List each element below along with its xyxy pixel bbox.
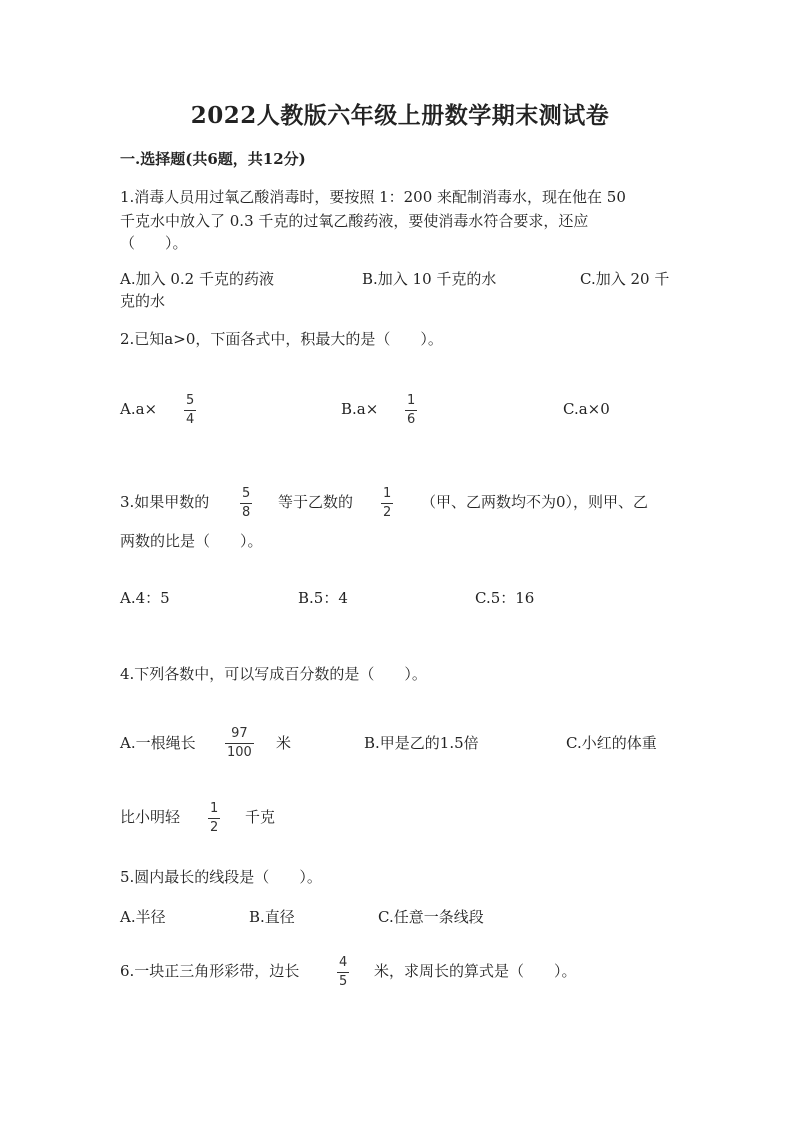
fraction-bar xyxy=(240,503,252,504)
q2-option-b: B.a× xyxy=(341,400,379,418)
fraction-numerator: 1 xyxy=(407,393,416,408)
fraction-numerator: 5 xyxy=(186,393,195,408)
q3-option-b: B.5：4 xyxy=(298,589,348,607)
q2-option-b-fraction xyxy=(405,393,417,428)
q4-option-c-part-1: C.小红的体重 xyxy=(566,734,657,752)
q5-option-c: C.任意一条线段 xyxy=(378,908,484,926)
q5-option-b: B.直径 xyxy=(249,908,295,926)
q6-stem-part-2: 米，求周长的算式是（ ）。 xyxy=(374,962,577,980)
q3-stem-part-1: 3.如果甲数的 xyxy=(120,493,210,511)
fraction-numerator: 5 xyxy=(242,486,251,501)
fraction-bar xyxy=(337,972,349,973)
fraction-bar xyxy=(405,410,417,411)
q2-stem: 2.已知a>0，下面各式中，积最大的是（ ）。 xyxy=(120,330,443,348)
fraction-denominator: 2 xyxy=(210,820,219,835)
q1-option-c: C.加入 20 千 xyxy=(580,270,670,288)
q2-option-a: A.a× xyxy=(120,400,158,418)
fraction-bar xyxy=(381,503,393,504)
fraction-numerator: 1 xyxy=(383,486,392,501)
q1-stem-line-2: 千克水中放入了 0.3 千克的过氧乙酸药液，要使消毒水符合要求，还应 xyxy=(120,212,589,230)
fraction-denominator: 8 xyxy=(242,505,251,520)
q3-option-a: A.4：5 xyxy=(120,589,170,607)
q4-option-a-part-2: 米 xyxy=(276,734,292,752)
q1-option-a: A.加入 0.2 千克的药液 xyxy=(120,270,274,288)
q5-stem: 5.圆内最长的线段是（ ）。 xyxy=(120,868,322,886)
q3-fraction-1 xyxy=(240,486,252,521)
q4-option-c-part-3: 千克 xyxy=(245,808,276,826)
q1-option-b: B.加入 10 千克的水 xyxy=(362,270,497,288)
fraction-denominator: 5 xyxy=(339,974,348,989)
q2-option-a-fraction xyxy=(184,393,196,428)
q1-option-c-cont: 克的水 xyxy=(120,292,166,310)
q4-option-a-fraction xyxy=(225,726,254,761)
fraction-denominator: 4 xyxy=(186,412,195,427)
fraction-numerator: 97 xyxy=(231,726,248,741)
fraction-denominator: 100 xyxy=(227,745,252,760)
section-heading: 一.选择题(共6题，共12分) xyxy=(120,150,306,168)
q6-fraction xyxy=(337,955,349,990)
q4-option-c-fraction xyxy=(208,801,220,836)
q1-stem-line-1: 1.消毒人员用过氧乙酸消毒时，要按照 1：200 来配制消毒水，现在他在 50 xyxy=(120,188,626,206)
q3-fraction-2 xyxy=(381,486,393,521)
fraction-bar xyxy=(184,410,196,411)
fraction-bar xyxy=(208,818,220,819)
q1-stem-line-3: （ ）。 xyxy=(120,234,188,252)
q2-option-c: C.a×0 xyxy=(563,400,610,418)
fraction-numerator: 4 xyxy=(339,955,348,970)
fraction-bar xyxy=(225,743,254,744)
q3-stem-part-4: 两数的比是（ ）。 xyxy=(120,532,263,550)
page-title: 2022人教版六年级上册数学期末测试卷 xyxy=(190,102,610,129)
fraction-numerator: 1 xyxy=(210,801,219,816)
fraction-denominator: 2 xyxy=(383,505,392,520)
q4-option-b: B.甲是乙的1.5倍 xyxy=(364,734,479,752)
q3-option-c: C.5：16 xyxy=(475,589,535,607)
q3-stem-part-2: 等于乙数的 xyxy=(278,493,354,511)
q5-option-a: A.半径 xyxy=(120,908,166,926)
q4-stem: 4.下列各数中，可以写成百分数的是（ ）。 xyxy=(120,665,427,683)
q4-option-a-part-1: A.一根绳长 xyxy=(120,734,196,752)
q6-stem-part-1: 6.一块正三角形彩带，边长 xyxy=(120,962,300,980)
q3-stem-part-3: （甲、乙两数均不为0），则甲、乙 xyxy=(421,493,649,511)
fraction-denominator: 6 xyxy=(407,412,416,427)
q4-option-c-part-2: 比小明轻 xyxy=(120,808,181,826)
